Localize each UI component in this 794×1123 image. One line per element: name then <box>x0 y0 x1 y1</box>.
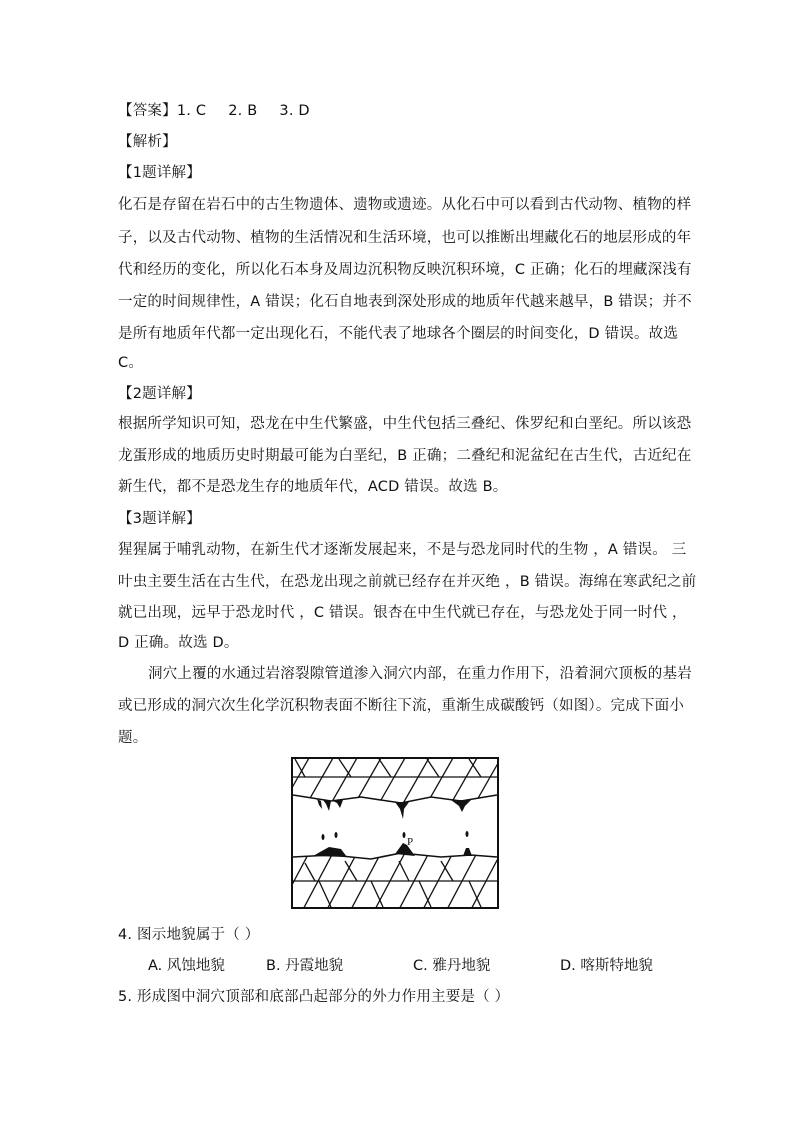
q3-text-line: D 正确。故选 D。 <box>118 635 239 651</box>
q2-text-line: 新生代，都不是恐龙生存的地质年代，ACD 错误。故选 B。 <box>118 479 508 495</box>
q4-option-a[interactable]: A. 风蚀地貌 <box>148 958 225 974</box>
q2-text-line: 龙蛋形成的地质历史时期最可能为白垩纪，B 正确；二叠纪和泥盆纪在古生代，古近纪在 <box>118 448 692 464</box>
answer-2: 2. B <box>228 103 258 119</box>
analysis-label: 【解析】 <box>118 134 177 150</box>
passage-line: 题。 <box>118 730 148 746</box>
q1-text-line: 化石是存留在岩石中的古生物遗体、遗物或遗迹。从化石中可以看到古代动物、植物的样 <box>118 197 692 213</box>
q3-text-line: 就已出现，远早于恐龙时代 ，C 错误。银杏在中生代就已存在，与恐龙处于同一时代 ， <box>118 605 687 621</box>
q4-stem: 4. 图示地貌属于（ ） <box>118 927 260 943</box>
q3-text-line: 猩猩属于哺乳动物，在新生代才逐渐发展起来，不是与恐龙同时代的生物 ，A 错误。 三 <box>118 542 687 558</box>
passage-line: 洞穴上覆的水通过岩溶裂隙管道渗入洞穴内部，在重力作用下，沿着洞穴顶板的基岩 <box>148 666 692 682</box>
q1-text-line: 一定的时间规律性，A 错误；化石自地表到深处形成的地质年代越来越早，B 错误；并不 <box>118 294 692 310</box>
answer-3: 3. D <box>279 103 310 119</box>
q2-heading: 【2题详解】 <box>118 386 201 402</box>
cave-diagram <box>291 757 499 909</box>
q4-option-c[interactable]: C. 雅丹地貌 <box>413 958 491 974</box>
answer-1: 1. C <box>176 103 207 119</box>
answer-label: 【答案】 <box>118 103 177 119</box>
q1-text-line: 子，以及古代动物、植物的生活情况和生活环境，也可以推断出埋藏化石的地层形成的年 <box>118 230 692 246</box>
q1-text-line: 是所有地质年代都一定出现化石，不能代表了地球各个圈层的时间变化，D 错误。故选 <box>118 326 679 342</box>
passage-line: 或已形成的洞穴次生化学沉积物表面不断往下流，重渐生成碳酸钙（如图）。完成下面小 <box>118 698 685 714</box>
q3-heading: 【3题详解】 <box>118 511 201 527</box>
q1-text-line: 代和经历的变化，所以化石本身及周边沉积物反映沉积环境，C 正确；化石的埋藏深浅有 <box>118 262 692 278</box>
q4-option-d[interactable]: D. 喀斯特地貌 <box>560 958 653 974</box>
q3-text-line: 叶虫主要生活在古生代，在恐龙出现之前就已经存在并灭绝 ，B 错误。海绵在寒武纪之前 <box>118 574 697 590</box>
q1-text-line: C。 <box>118 355 144 371</box>
point-p-label: P <box>407 836 414 848</box>
q1-heading: 【1题详解】 <box>118 165 201 181</box>
q5-stem: 5. 形成图中洞穴顶部和底部凸起部分的外力作用主要是（ ） <box>118 989 510 1005</box>
answer-line <box>118 101 310 121</box>
q2-text-line: 根据所学知识可知，恐龙在中生代繁盛，中生代包括三叠纪、侏罗纪和白垩纪。所以该恐 <box>118 416 692 432</box>
q4-option-b[interactable]: B. 丹霞地貌 <box>266 958 344 974</box>
